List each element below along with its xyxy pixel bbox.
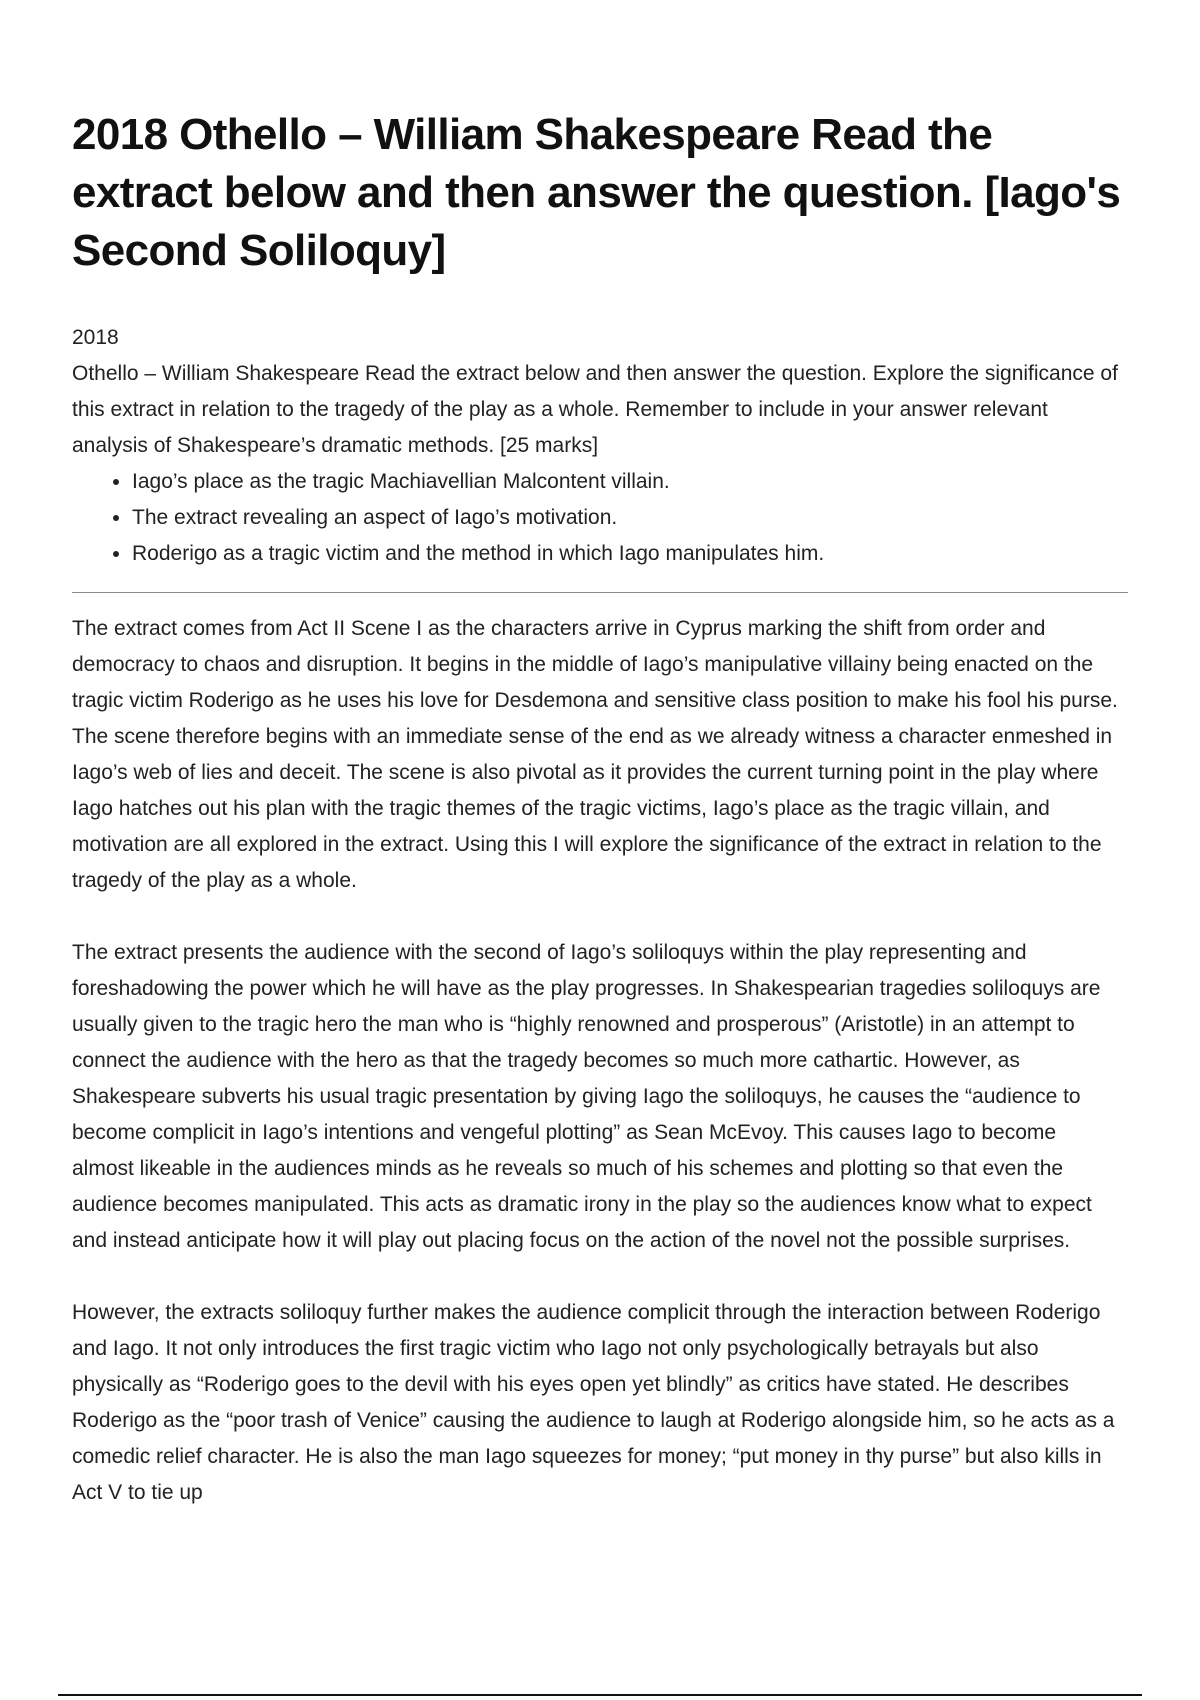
- page-title: 2018 Othello – William Shakespeare Read the extract below and then answer the question. [Iago's Second Soliloquy]: [72, 110, 1121, 275]
- essay-paragraph-3: However, the extracts soliloquy further makes the audience complicit through the interaction between Roderigo and Iago. It not only introduces the first tragic victim who Iago not only psychologically betrayals but also physically as “Roderigo goes to the devil with his eyes open yet blindly” as critics have stated. He describes Roderigo as the “poor trash of Venice” causing the audience to laugh at Roderigo alongside him, so he acts as a comedic relief character. He is also the man Iago squeezes for money; “put money in thy purse” but also kills in Act V to tie up: [72, 1301, 1115, 1504]
- question-text: Othello – William Shakespeare Read the extract below and then answer the question. Explore the significance of this extract in relation to the tragedy of the play as a whole. Remember to include in your answer relevant analysis of Shakespeare’s dramatic methods. [25 marks]: [72, 362, 1118, 457]
- essay-paragraph-1: The extract comes from Act II Scene I as the characters arrive in Cyprus marking the shift from order and democracy to chaos and disruption. It begins in the middle of Iago’s manipulative villainy being enacted on the tragic victim Roderigo as he uses his love for Desdemona and sensitive class position to make his fool his purse. The scene therefore begins with an immediate sense of the end as we already witness a character enmeshed in Iago’s web of lies and deceit. The scene is also pivotal as it provides the current turning point in the play where Iago hatches out his plan with the tragic themes of the tragic victims, Iago’s place as the tragic villain, and motivation are all explored in the extract. Using this I will explore the significance of the extract in relation to the tragedy of the play as a whole.: [72, 617, 1118, 892]
- list-item: • Iago’s place as the tragic Machiavellian Malcontent villain.: [132, 464, 1128, 500]
- list-item: • The extract revealing an aspect of Iago’s motivation.: [132, 500, 1128, 536]
- page-bottom-rule: [58, 1694, 1142, 1696]
- document-page: [72, 106, 1128, 1547]
- prompt-bullet-list: [72, 464, 1128, 572]
- year-label: 2018: [72, 326, 119, 349]
- section-divider: [72, 592, 1128, 593]
- list-item: • Roderigo as a tragic victim and the method in which Iago manipulates him.: [132, 536, 1128, 572]
- essay-paragraph-2: The extract presents the audience with the second of Iago’s soliloquys within the play representing and foreshadowing the power which he will have as the play progresses. In Shakespearian tragedies soliloquys are usually given to the tragic hero the man who is “highly renowned and prosperous” (Aristotle) in an attempt to connect the audience with the hero as that the tragedy becomes so much more cathartic. However, as Shakespeare subverts his usual tragic presentation by giving Iago the soliloquys, he causes the “audience to become complicit in Iago’s intentions and vengeful plotting” as Sean McEvoy. This causes Iago to become almost likeable in the audiences minds as he reveals so much of his schemes and plotting so that even the audience becomes manipulated. This acts as dramatic irony in the play so the audiences know what to expect and instead anticipate how it will play out placing focus on the action of the novel not the possible surprises.: [72, 941, 1101, 1252]
